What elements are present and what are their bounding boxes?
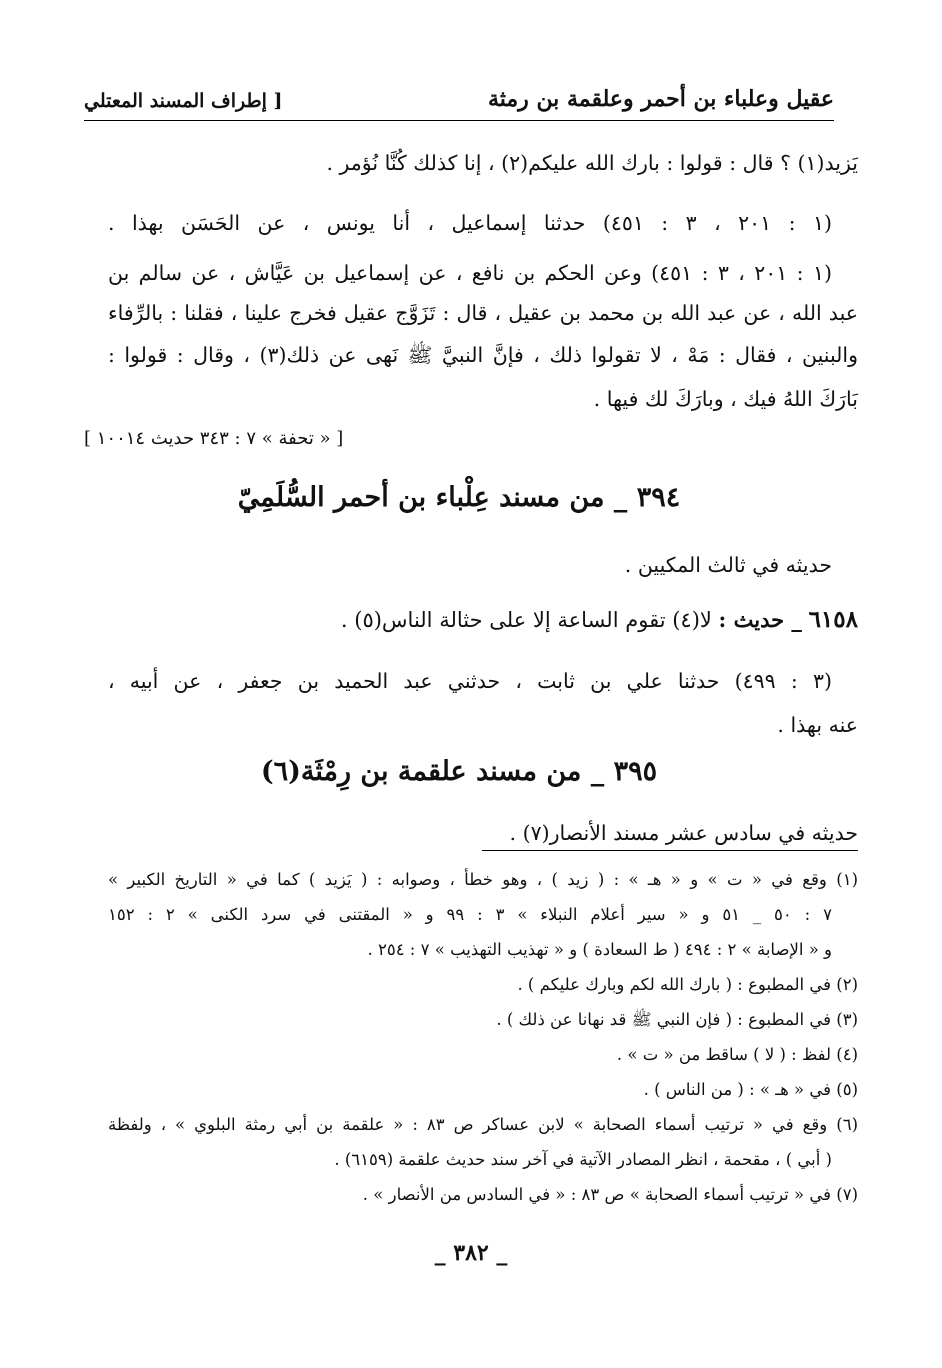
chain-line: عنه بهذا . (777, 713, 858, 737)
footnote-line: (٢) في المطبوع : ( بارك الله لكم وبارك عليكم ) . (517, 975, 858, 994)
page-number: _ ٣٨٢ _ (434, 1240, 508, 1266)
running-header (84, 84, 834, 121)
body-line: (١ : ٢٠١ ، ٣ : ٤٥١) حدثنا إسماعيل ، أنا يونس ، عن الحَسَن بهذا . (108, 211, 832, 235)
footnote-line: (٤) لفظ : ( لا ) ساقط من « ت » . (616, 1045, 858, 1064)
footnote-line: (١) وقع في « ت » و « هـ » : ( زيد ) ، وهو خطأ ، وصوابه : ( يَزيد ) كما في « التاريخ الكبير » (108, 870, 858, 889)
chain-line: (٣ : ٤٩٩) حدثنا علي بن ثابت ، حدثني عبد الحميد بن جعفر ، عن أبيه ، (108, 669, 832, 693)
hadith-entry (108, 606, 858, 633)
body-line: والبنين ، فقال : مَهْ ، لا تقولوا ذلك ، فإنَّ النبيَّ ﷺ نَهى عن ذلك(٣) ، وقال : قولوا : (108, 343, 858, 367)
body-line: (١ : ٢٠١ ، ٣ : ٤٥١) وعن الحكم بن نافع ، عن إسماعيل بن عَيَّاش ، عن سالم بن (108, 261, 832, 285)
body-line: عبد الله ، عن عبد الله بن محمد بن عقيل ، قال : تَزَوَّج عقيل فخرج علينا ، فقلنا : بالرِّفاء (108, 301, 858, 325)
body-line: يَزيد(١) ؟ قال : قولوا : بارك الله عليكم(٢) ، إنا كذلك كُنَّا نُؤمر . (326, 151, 858, 175)
body-line: بَارَكَ اللهُ فيك ، وبارَكَ لك فيها . (593, 387, 858, 411)
section-title: ٣٩٥ _ من مسند علقمة بن رِمْثَة(٦) (260, 756, 658, 787)
footnote-line: (٦) وقع في « ترتيب أسماء الصحابة » لابن عساكر ص ٨٣ : « علقمة بن أبي رمثة البلوي » ، ولفظة (108, 1115, 858, 1134)
book-title: [ إطراف المسند المعتلي (84, 90, 283, 112)
footnote-line: ٧ : ٥٠ _ ٥١ و « سير أعلام النبلاء » ٣ : ٩٩ و « المقتنى في سرد الكنى » ٢ : ١٥٢ (108, 905, 832, 924)
section-intro: حديثه في سادس عشر مسند الأنصار(٧) . (482, 818, 858, 851)
hadith-text: لا(٤) تقوم الساعة إلا على حثالة الناس(٥) . (340, 608, 712, 632)
chapter-title: عقيل وعلباء بن أحمر وعلقمة بن رمثة (487, 86, 834, 112)
footnote-line: (٣) في المطبوع : ( فإن النبي ﷺ قد نهانا عن ذلك ) . (496, 1010, 858, 1029)
footnote-line: و « الإصابة » ٢ : ٤٩٤ ( ط السعادة ) و « تهذيب التهذيب » ٧ : ٢٥٤ . (367, 940, 832, 959)
tuhfa-reference: [ « تحفة » ٧ : ٣٤٣ حديث ١٠٠١٤ ] (84, 428, 344, 449)
footnote-line: (٥) في « هـ » : ( من الناس ) . (643, 1080, 858, 1099)
footnote-line: (٧) في « ترتيب أسماء الصحابة » ص ٨٣ : « في السادس من الأنصار » . (362, 1185, 858, 1204)
footnote-line: ( أبي ) ، مقحمة ، انظر المصادر الآتية في آخر سند حديث علقمة (٦١٥٩) . (334, 1150, 832, 1169)
hadith-number: ٦١٥٨ (808, 606, 858, 633)
hadith-label: _ حديث : (718, 607, 802, 632)
section-intro: حديثه في ثالث المكيين . (624, 553, 832, 577)
section-title: ٣٩٤ _ من مسند عِلْباء بن أحمر السُّلَمِيّ (237, 482, 681, 513)
